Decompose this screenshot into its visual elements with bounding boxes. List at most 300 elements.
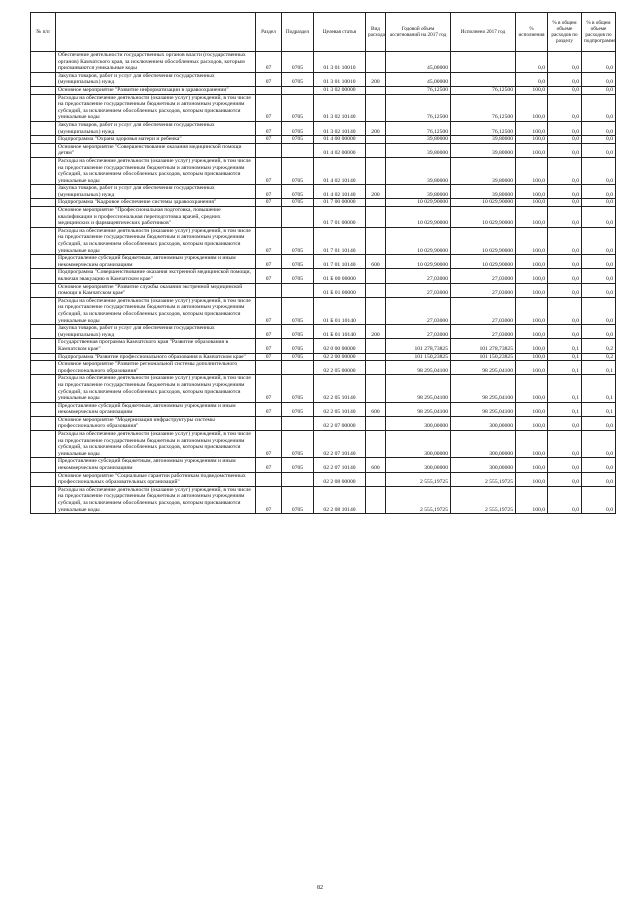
cell-plan: 76,12500 (386, 94, 451, 121)
cell-vr (366, 157, 386, 184)
cell-sec: 07 (256, 94, 282, 121)
cell-sec (256, 86, 282, 94)
cell-plan: 27,03000 (386, 269, 451, 283)
cell-cs: 01 3 01 10010 (314, 72, 366, 86)
cell-pct: 100,0 (516, 458, 548, 472)
cell-cs: 01 7 01 00000 (314, 207, 366, 228)
cell-cs: 02 2 08 00000 (314, 472, 366, 486)
cell-num (31, 94, 56, 121)
cell-cs: 02 2 07 00000 (314, 416, 366, 430)
cell-s2: 0,0 (582, 94, 616, 121)
cell-plan: 300,00000 (386, 458, 451, 472)
cell-vr: 200 (366, 325, 386, 339)
cell-s2: 0,0 (582, 185, 616, 199)
cell-s2: 0,0 (582, 227, 616, 254)
cell-num (31, 353, 56, 361)
cell-pct: 100,0 (516, 207, 548, 228)
cell-name: Расходы на обеспечение деятельности (оказание услуг) учреждений, в том числе на предоставление государственным бюджетным и автономным учреждениям субсидий, за исключением обособленных расходов, которым присваиваются уникальные коды (56, 375, 256, 402)
cell-s2: 0,0 (582, 472, 616, 486)
cell-cs: 01 3 02 10140 (314, 94, 366, 121)
cell-sec: 07 (256, 157, 282, 184)
cell-s1: 0,0 (548, 283, 582, 297)
header-share-section: % в общем объеме расходов по разделу (548, 13, 582, 52)
cell-fact: 27,03000 (451, 297, 516, 324)
cell-num (31, 143, 56, 157)
cell-plan: 27,03000 (386, 297, 451, 324)
table-row (31, 121, 616, 135)
cell-plan: 39,80000 (386, 185, 451, 199)
cell-num (31, 199, 56, 207)
table-row (31, 157, 616, 184)
cell-name: Предоставление субсидий бюджетным, автономным учреждениям и иным некоммерческим организациям (56, 255, 256, 269)
table-row (31, 283, 616, 297)
cell-num (31, 185, 56, 199)
cell-sec: 07 (256, 136, 282, 144)
cell-fact: 39,80000 (451, 143, 516, 157)
cell-name: Основное мероприятие "Социальные гарантии работникам подведомственных профессиональных образовательных организаций" (56, 472, 256, 486)
cell-cs: 01 7 01 10140 (314, 255, 366, 269)
cell-sub: 0705 (282, 353, 314, 361)
cell-s2: 0,1 (582, 361, 616, 375)
table-row (31, 361, 616, 375)
cell-name: Основное мероприятие "Развитие региональной системы дополнительного профессионального образования" (56, 361, 256, 375)
cell-s2: 0,0 (582, 255, 616, 269)
cell-plan: 10 029,90000 (386, 199, 451, 207)
cell-s1: 0,0 (548, 227, 582, 254)
cell-plan: 39,80000 (386, 157, 451, 184)
cell-sub: 0705 (282, 375, 314, 402)
cell-s1: 0,0 (548, 157, 582, 184)
header-target: Целевая статья (314, 13, 366, 52)
cell-name: Расходы на обеспечение деятельности (оказание услуг) учреждений, в том числе на предоставление государственным бюджетным и автономным учреждениям субсидий, за исключением обособленных расходов, которым присваиваются уникальные коды (56, 431, 256, 458)
cell-name: Подпрограмма "Охрана здоровья матери и ребенка" (56, 136, 256, 144)
cell-pct: 100,0 (516, 121, 548, 135)
cell-s1: 0,0 (548, 416, 582, 430)
cell-plan: 10 029,90000 (386, 207, 451, 228)
cell-name: Закупка товаров, работ и услуг для обеспечения государственных (муниципальных) нужд (56, 185, 256, 199)
cell-sub: 0705 (282, 486, 314, 513)
cell-cs: 01 3 02 00000 (314, 86, 366, 94)
cell-vr (366, 207, 386, 228)
cell-s1: 0,0 (548, 297, 582, 324)
table-row (31, 269, 616, 283)
cell-num (31, 486, 56, 513)
header-share-total: % в общем объеме расходов по подпрограмме (582, 13, 616, 52)
cell-s1: 0,0 (548, 325, 582, 339)
cell-name: Подпрограмма "Совершенствование оказания экстренной медицинской помощи, включая эвакуацию в Камчатском крае" (56, 269, 256, 283)
cell-name: Основное мероприятие "Совершенствование оказания медицинской помощи детям" (56, 143, 256, 157)
cell-fact: 76,12500 (451, 86, 516, 94)
cell-sub: 0705 (282, 199, 314, 207)
cell-sub: 0705 (282, 52, 314, 73)
cell-cs: 01 4 02 00000 (314, 143, 366, 157)
table-row (31, 199, 616, 207)
cell-s1: 0,0 (548, 52, 582, 73)
cell-vr (366, 94, 386, 121)
cell-name: Расходы на обеспечение деятельности (оказание услуг) учреждений, в том числе на предоставление государственным бюджетным и автономным учреждениям субсидий, за исключением обособленных расходов, которым присваиваются уникальные коды (56, 486, 256, 513)
cell-pct: 100,0 (516, 94, 548, 121)
cell-vr (366, 416, 386, 430)
cell-vr (366, 375, 386, 402)
cell-name: Расходы на обеспечение деятельности (оказание услуг) учреждений, в том числе на предоставление государственным бюджетным и автономным учреждениям субсидий, за исключением обособленных расходов, которым присваиваются уникальные коды (56, 157, 256, 184)
cell-cs: 02 2 07 10140 (314, 458, 366, 472)
cell-s2: 0,0 (582, 52, 616, 73)
cell-pct: 100,0 (516, 339, 548, 353)
cell-name: Обеспечение деятельности государственных органов власти (государственных органов) Камчатского края, за исключением обособленных расходов, которым присваиваются уникальные коды (56, 52, 256, 73)
cell-plan: 45,00000 (386, 52, 451, 73)
cell-fact: 27,03000 (451, 283, 516, 297)
cell-sec: 07 (256, 185, 282, 199)
cell-s1: 0,1 (548, 353, 582, 361)
cell-s1: 0,1 (548, 402, 582, 416)
cell-s1: 0,0 (548, 72, 582, 86)
cell-s1: 0,0 (548, 486, 582, 513)
cell-vr: 600 (366, 458, 386, 472)
table-row (31, 297, 616, 324)
cell-cs: 01 3 01 10010 (314, 52, 366, 73)
cell-num (31, 269, 56, 283)
cell-plan: 98 295,04100 (386, 375, 451, 402)
cell-vr: 600 (366, 402, 386, 416)
table-row (31, 486, 616, 513)
page-number: 82 (317, 885, 323, 891)
cell-num (31, 472, 56, 486)
cell-fact: 98 295,04100 (451, 402, 516, 416)
table-row (31, 207, 616, 228)
cell-vr: 200 (366, 185, 386, 199)
cell-fact: 300,00000 (451, 458, 516, 472)
cell-num (31, 416, 56, 430)
cell-pct: 100,0 (516, 416, 548, 430)
cell-cs: 02 2 05 00000 (314, 361, 366, 375)
cell-sec: 07 (256, 486, 282, 513)
cell-vr (366, 143, 386, 157)
cell-fact: 101 278,73825 (451, 339, 516, 353)
cell-fact: 39,80000 (451, 157, 516, 184)
cell-name: Расходы на обеспечение деятельности (оказание услуг) учреждений, в том числе на предоставление государственным бюджетным и автономным учреждениям субсидий, за исключением обособленных расходов, которым присваиваются уникальные коды (56, 94, 256, 121)
cell-s2: 0,0 (582, 207, 616, 228)
cell-pct: 100,0 (516, 143, 548, 157)
cell-pct: 100,0 (516, 353, 548, 361)
cell-sec: 07 (256, 52, 282, 73)
table-row (31, 255, 616, 269)
cell-s1: 0,0 (548, 86, 582, 94)
cell-num (31, 375, 56, 402)
cell-cs: 01 4 00 00000 (314, 136, 366, 144)
cell-s1: 0,0 (548, 185, 582, 199)
cell-s1: 0,1 (548, 361, 582, 375)
cell-cs: 02 2 05 10140 (314, 375, 366, 402)
cell-pct: 100,0 (516, 227, 548, 254)
cell-s2: 0,0 (582, 136, 616, 144)
cell-fact: 76,12500 (451, 94, 516, 121)
cell-vr (366, 361, 386, 375)
cell-cs: 02 2 00 00000 (314, 353, 366, 361)
cell-fact (451, 72, 516, 86)
cell-cs: 01 4 02 10140 (314, 185, 366, 199)
cell-num (31, 121, 56, 135)
table-row (31, 143, 616, 157)
cell-name: Основное мероприятие "Развитие информатизации в здравоохранении" (56, 86, 256, 94)
cell-name: Основное мероприятие "Модернизация инфраструктуры системы профессионального образования" (56, 416, 256, 430)
cell-num (31, 339, 56, 353)
cell-s2: 0,0 (582, 199, 616, 207)
cell-fact: 76,12500 (451, 121, 516, 135)
cell-sub (282, 86, 314, 94)
cell-s1: 0,0 (548, 472, 582, 486)
cell-pct: 100,0 (516, 402, 548, 416)
cell-fact: 2 555,19725 (451, 472, 516, 486)
cell-vr (366, 227, 386, 254)
cell-sub (282, 207, 314, 228)
cell-name: Расходы на обеспечение деятельности (оказание услуг) учреждений, в том числе на предоставление государственным бюджетным и автономным учреждениям субсидий, за исключением обособленных расходов, которым присваиваются уникальные коды (56, 297, 256, 324)
cell-s1: 0,0 (548, 255, 582, 269)
cell-sub (282, 416, 314, 430)
cell-s1: 0,0 (548, 136, 582, 144)
cell-vr (366, 136, 386, 144)
header-section: Раздел (256, 13, 282, 52)
cell-name: Закупка товаров, работ и услуг для обеспечения государственных (муниципальных) нужд (56, 121, 256, 135)
table-body (31, 52, 616, 514)
cell-s2: 0,1 (582, 402, 616, 416)
cell-pct: 100,0 (516, 431, 548, 458)
cell-num (31, 227, 56, 254)
cell-vr (366, 472, 386, 486)
cell-cs: 01 Б 00 00000 (314, 269, 366, 283)
cell-pct: 100,0 (516, 325, 548, 339)
cell-pct: 100,0 (516, 361, 548, 375)
cell-pct: 100,0 (516, 136, 548, 144)
cell-vr (366, 486, 386, 513)
cell-plan: 10 029,90000 (386, 227, 451, 254)
cell-name: Государственная программа Камчатского края "Развитие образования в Камчатском крае" (56, 339, 256, 353)
cell-sec: 07 (256, 458, 282, 472)
cell-num (31, 458, 56, 472)
table-row (31, 431, 616, 458)
cell-s1: 0,0 (548, 143, 582, 157)
cell-vr (366, 353, 386, 361)
cell-plan: 2 555,19725 (386, 486, 451, 513)
cell-s2: 0,0 (582, 431, 616, 458)
cell-num (31, 52, 56, 73)
cell-sub: 0705 (282, 458, 314, 472)
cell-sec (256, 472, 282, 486)
cell-s2: 0,0 (582, 157, 616, 184)
cell-s2: 0,0 (582, 325, 616, 339)
header-num: № п/п (31, 13, 56, 52)
cell-cs: 02 2 07 10140 (314, 431, 366, 458)
budget-table (30, 12, 616, 514)
cell-plan: 39,80000 (386, 143, 451, 157)
cell-pct: 100,0 (516, 297, 548, 324)
cell-plan: 76,12500 (386, 86, 451, 94)
cell-s2: 0,2 (582, 353, 616, 361)
cell-pct: 100,0 (516, 199, 548, 207)
cell-sec (256, 361, 282, 375)
budget-table-sheet (30, 12, 615, 514)
cell-cs: 01 Б 01 00000 (314, 283, 366, 297)
cell-sec: 07 (256, 227, 282, 254)
cell-num (31, 136, 56, 144)
cell-pct: 0,0 (516, 52, 548, 73)
cell-sec: 07 (256, 199, 282, 207)
cell-sec: 07 (256, 402, 282, 416)
cell-pct: 100,0 (516, 283, 548, 297)
cell-cs: 01 Б 01 10140 (314, 325, 366, 339)
cell-fact: 101 150,23825 (451, 353, 516, 361)
cell-num (31, 72, 56, 86)
cell-s1: 0,1 (548, 375, 582, 402)
cell-vr (366, 199, 386, 207)
cell-s2: 0,0 (582, 86, 616, 94)
cell-fact: 2 555,19725 (451, 486, 516, 513)
cell-vr: 200 (366, 72, 386, 86)
cell-name: Предоставление субсидий бюджетным, автономным учреждениям и иным некоммерческим организациям (56, 458, 256, 472)
cell-sec: 07 (256, 339, 282, 353)
table-row (31, 227, 616, 254)
cell-sec: 07 (256, 297, 282, 324)
cell-plan: 300,00000 (386, 431, 451, 458)
cell-pct: 100,0 (516, 472, 548, 486)
cell-plan: 45,00000 (386, 72, 451, 86)
cell-s1: 0,0 (548, 199, 582, 207)
cell-num (31, 255, 56, 269)
cell-pct: 100,0 (516, 86, 548, 94)
cell-num (31, 297, 56, 324)
cell-fact (451, 52, 516, 73)
cell-plan: 101 150,23825 (386, 353, 451, 361)
cell-cs: 02 2 08 10140 (314, 486, 366, 513)
cell-sub (282, 361, 314, 375)
cell-s2: 0,0 (582, 143, 616, 157)
cell-cs: 01 Б 01 10140 (314, 297, 366, 324)
cell-name: Подпрограмма "Кадровое обеспечение системы здравоохранения" (56, 199, 256, 207)
table-row (31, 458, 616, 472)
cell-sub: 0705 (282, 269, 314, 283)
cell-s2: 0,0 (582, 297, 616, 324)
cell-sub (282, 283, 314, 297)
cell-name: Предоставление субсидий бюджетным, автономным учреждениям и иным некоммерческим организациям (56, 402, 256, 416)
cell-num (31, 325, 56, 339)
cell-cs: 02 0 00 00000 (314, 339, 366, 353)
cell-vr (366, 283, 386, 297)
cell-fact: 300,00000 (451, 431, 516, 458)
table-header-row (31, 13, 616, 52)
cell-sub (282, 472, 314, 486)
cell-s1: 0,0 (548, 121, 582, 135)
cell-s2: 0,1 (582, 375, 616, 402)
cell-fact: 300,00000 (451, 416, 516, 430)
cell-plan: 76,12500 (386, 121, 451, 135)
cell-s1: 0,0 (548, 458, 582, 472)
cell-cs: 02 2 05 10140 (314, 402, 366, 416)
header-plan: Годовой объем ассигнований на 2017 год (386, 13, 451, 52)
cell-fact: 27,03000 (451, 325, 516, 339)
cell-name: Закупка товаров, работ и услуг для обеспечения государственных (муниципальных) нужд (56, 72, 256, 86)
cell-fact: 98 295,04100 (451, 375, 516, 402)
cell-sub: 0705 (282, 325, 314, 339)
cell-s2: 0,0 (582, 416, 616, 430)
cell-plan: 10 029,90000 (386, 255, 451, 269)
cell-vr (366, 52, 386, 73)
cell-num (31, 431, 56, 458)
cell-sec: 07 (256, 269, 282, 283)
cell-vr: 600 (366, 255, 386, 269)
cell-cs: 01 3 02 10140 (314, 121, 366, 135)
cell-s1: 0,0 (548, 431, 582, 458)
cell-sub: 0705 (282, 297, 314, 324)
cell-name: Основное мероприятие "Развитие службы оказания экстренной медицинской помощи в Камчатском крае" (56, 283, 256, 297)
table-row (31, 52, 616, 73)
cell-s2: 0,0 (582, 486, 616, 513)
cell-pct: 100,0 (516, 185, 548, 199)
cell-sub: 0705 (282, 72, 314, 86)
table-row (31, 136, 616, 144)
cell-name: Основное мероприятие "Профессиональная подготовка, повышение квалификации и профессиональная переподготовка врачей, средних медицинских и фармацевтических работников" (56, 207, 256, 228)
cell-plan: 98 295,04100 (386, 361, 451, 375)
table-row (31, 416, 616, 430)
cell-sec: 07 (256, 353, 282, 361)
table-row (31, 375, 616, 402)
cell-sec: 07 (256, 431, 282, 458)
cell-s1: 0,0 (548, 207, 582, 228)
cell-s2: 0,0 (582, 458, 616, 472)
cell-fact: 39,80000 (451, 136, 516, 144)
cell-num (31, 283, 56, 297)
cell-s1: 0,0 (548, 269, 582, 283)
cell-sec: 07 (256, 255, 282, 269)
cell-sub: 0705 (282, 157, 314, 184)
cell-vr (366, 339, 386, 353)
cell-num (31, 361, 56, 375)
cell-plan: 101 278,73825 (386, 339, 451, 353)
cell-sec: 07 (256, 375, 282, 402)
cell-plan: 27,03000 (386, 325, 451, 339)
cell-sub: 0705 (282, 402, 314, 416)
table-row (31, 72, 616, 86)
cell-plan: 300,00000 (386, 416, 451, 430)
cell-sub: 0705 (282, 94, 314, 121)
cell-s2: 0,0 (582, 283, 616, 297)
cell-pct: 100,0 (516, 255, 548, 269)
cell-s1: 0,0 (548, 94, 582, 121)
table-row (31, 94, 616, 121)
cell-sub: 0705 (282, 227, 314, 254)
cell-pct: 100,0 (516, 157, 548, 184)
cell-fact: 27,03000 (451, 269, 516, 283)
cell-sec (256, 207, 282, 228)
table-row (31, 86, 616, 94)
cell-sec: 07 (256, 72, 282, 86)
cell-plan: 39,80000 (386, 136, 451, 144)
cell-name: Расходы на обеспечение деятельности (оказание услуг) учреждений, в том числе на предоставление государственным бюджетным и автономным учреждениям субсидий, за исключением обособленных расходов, которым присваиваются уникальные коды (56, 227, 256, 254)
cell-num (31, 402, 56, 416)
cell-cs: 01 7 00 00000 (314, 199, 366, 207)
table-row (31, 325, 616, 339)
cell-sec (256, 416, 282, 430)
cell-vr (366, 297, 386, 324)
cell-s1: 0,1 (548, 339, 582, 353)
header-name (56, 13, 256, 52)
cell-sub: 0705 (282, 136, 314, 144)
cell-fact: 10 029,90000 (451, 199, 516, 207)
cell-fact: 10 029,90000 (451, 207, 516, 228)
cell-s2: 0,2 (582, 339, 616, 353)
table-row (31, 402, 616, 416)
table-row (31, 353, 616, 361)
cell-sec: 07 (256, 121, 282, 135)
cell-sub: 0705 (282, 431, 314, 458)
